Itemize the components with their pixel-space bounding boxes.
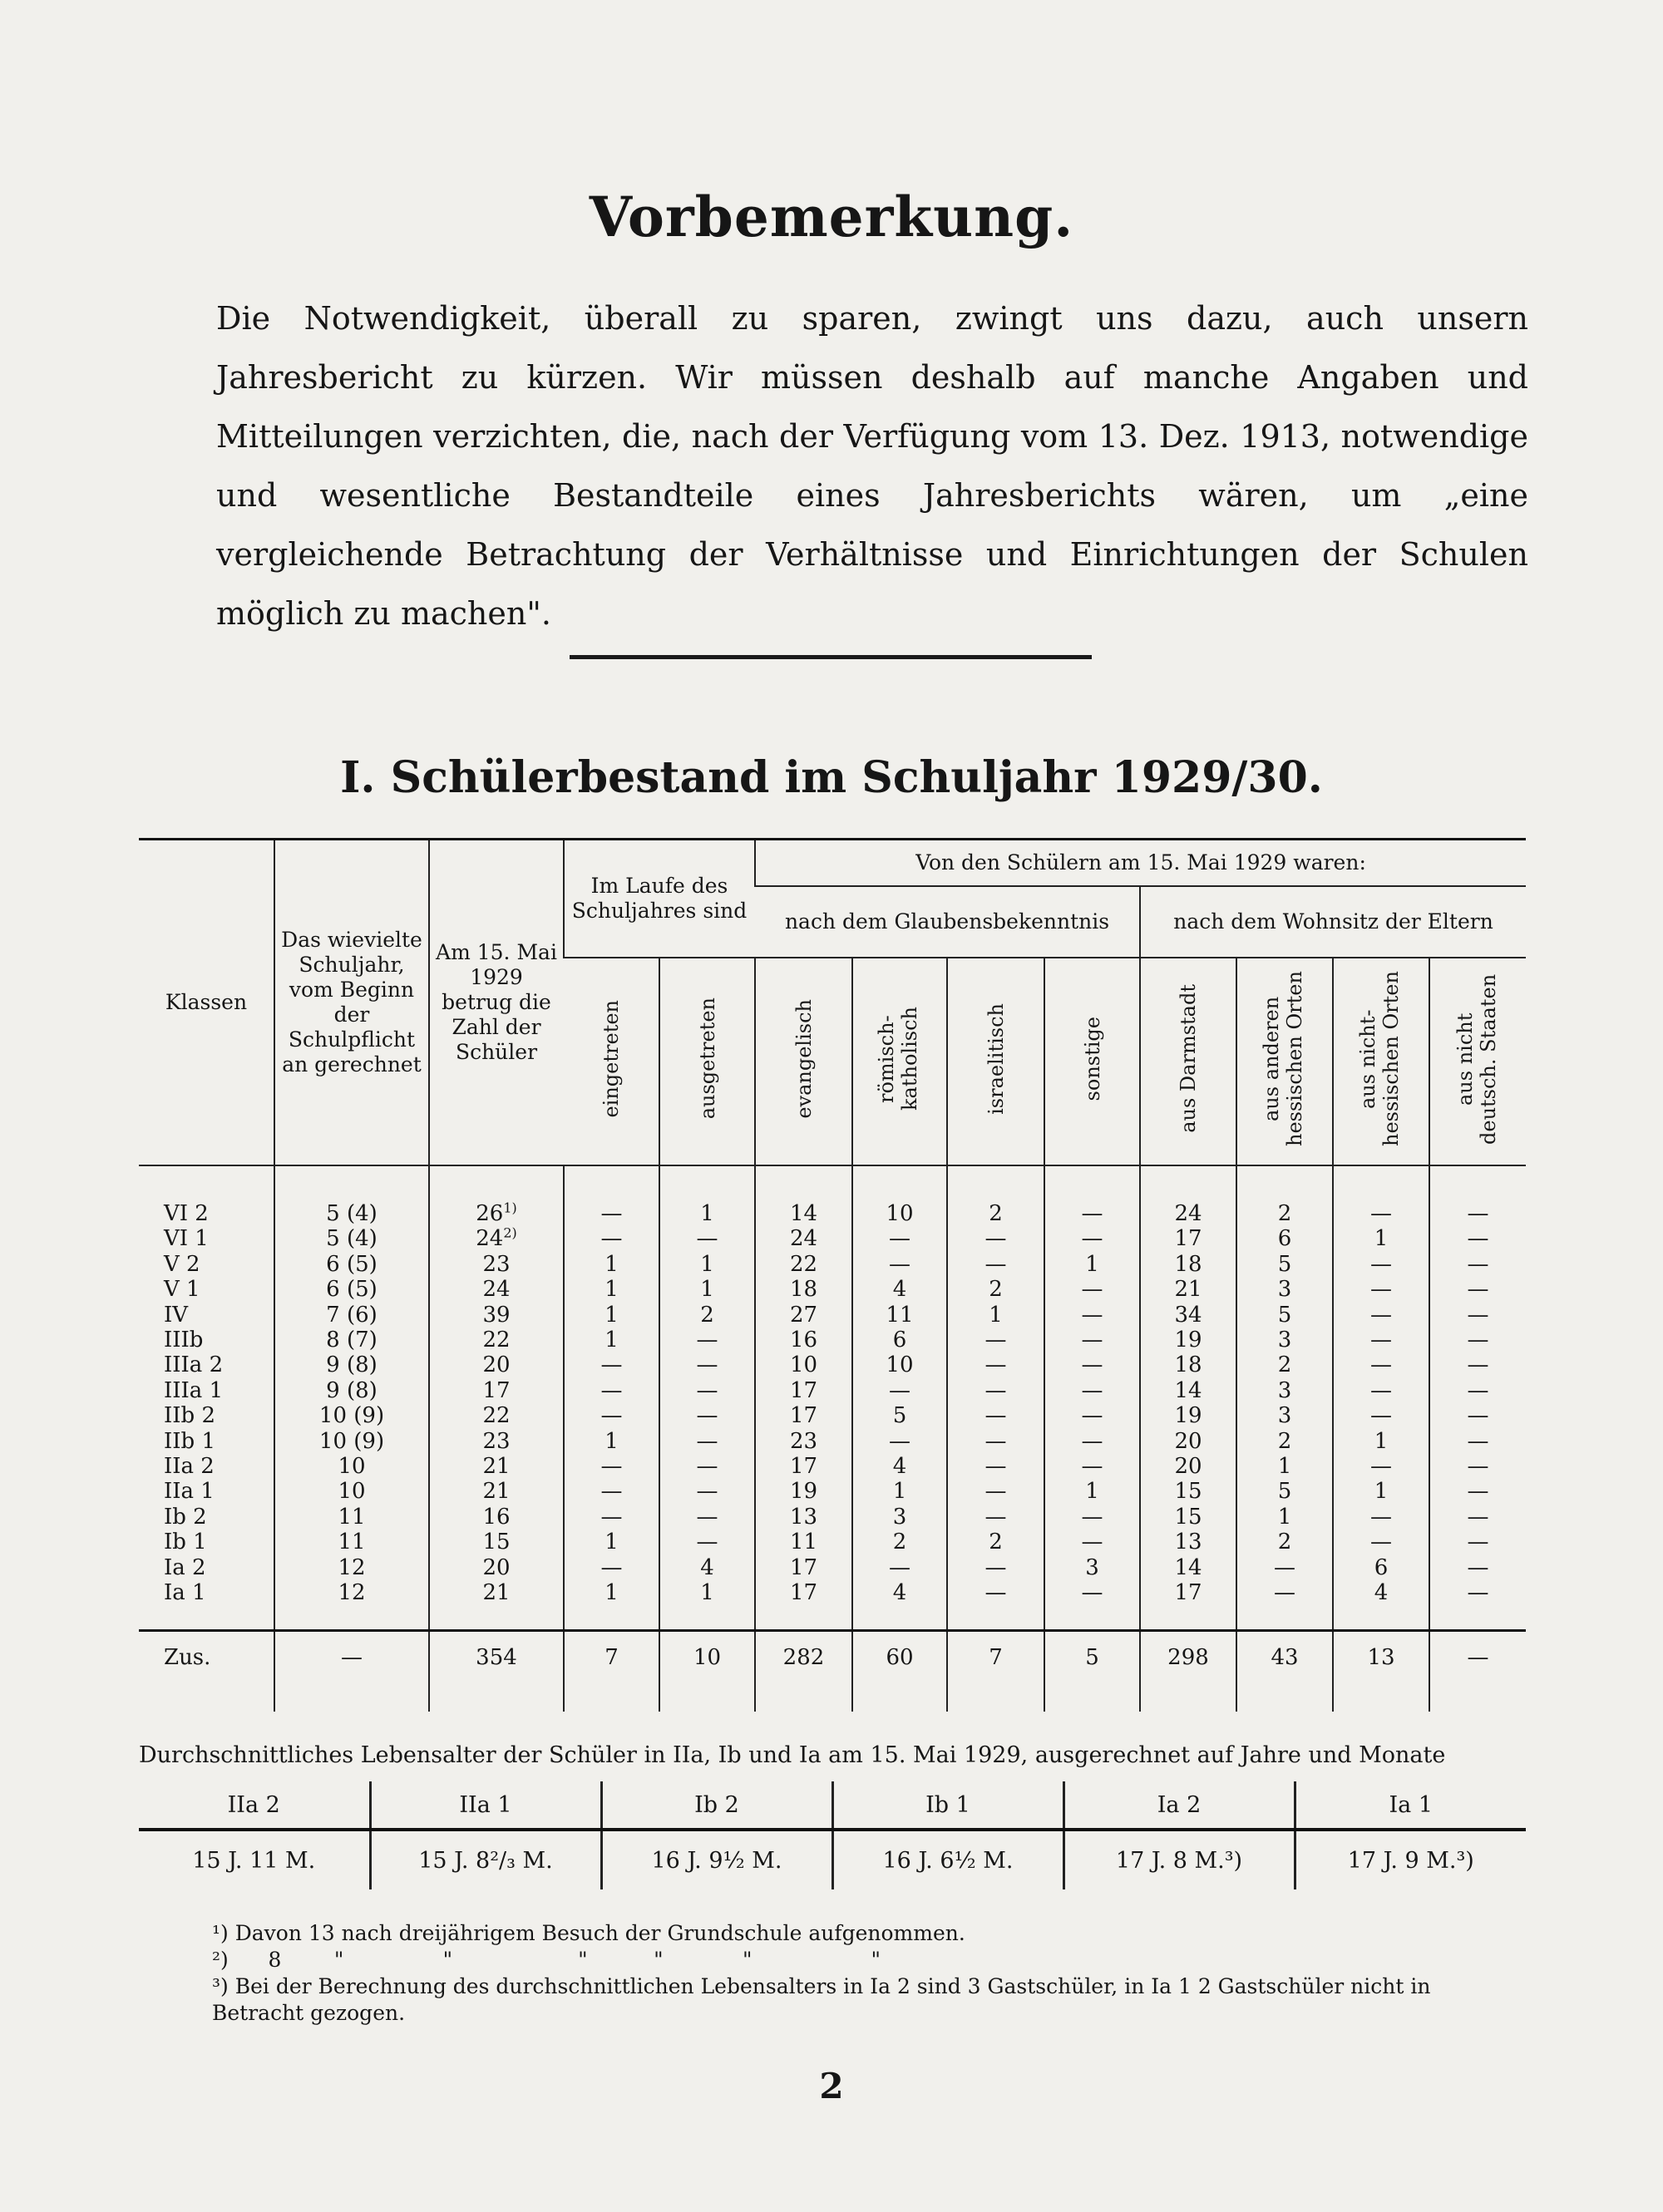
header-anderen-hessischen-text: aus anderen hessischen Orten bbox=[1260, 971, 1306, 1146]
cell-ausgetreten: — bbox=[659, 1479, 755, 1504]
sum-row bbox=[139, 1630, 1526, 1712]
cell-darmstadt: 17 bbox=[1140, 1580, 1236, 1630]
cell-katholisch: 2 bbox=[852, 1530, 947, 1554]
cell-nicht-hessischen: 1 bbox=[1333, 1479, 1429, 1504]
cell-israelitisch: 2 bbox=[947, 1165, 1044, 1226]
cell-anderen-hessischen: — bbox=[1236, 1555, 1333, 1580]
cell-sonstige: — bbox=[1044, 1352, 1140, 1377]
cell-nicht-deutsch: — bbox=[1429, 1429, 1526, 1454]
age-value-row bbox=[139, 1830, 1526, 1889]
cell-ausgetreten: 1 bbox=[659, 1580, 755, 1630]
cell-nicht-deutsch: — bbox=[1429, 1226, 1526, 1251]
cell-klasse: Ia 1 bbox=[164, 1580, 206, 1606]
cell-nicht-hessischen: — bbox=[1333, 1252, 1429, 1277]
cell-sonstige: — bbox=[1044, 1165, 1140, 1226]
table-row bbox=[139, 1555, 1526, 1580]
age-caption: Durchschnittliches Lebensalter der Schüler in IIa, Ib und Ia am 15. Mai 1929, ausgerechnet auf Jahre und Monate bbox=[139, 1742, 1446, 1768]
cell-israelitisch: — bbox=[947, 1252, 1044, 1277]
table-row bbox=[139, 1530, 1526, 1554]
cell-schuljahr: 10 (9) bbox=[274, 1403, 429, 1428]
header-nicht-deutsch-text: aus nicht deutsch. Staaten bbox=[1453, 973, 1500, 1145]
cell-sonstige: — bbox=[1044, 1429, 1140, 1454]
cell-anderen-hessischen: 5 bbox=[1236, 1479, 1333, 1504]
age-value: 16 J. 9½ M. bbox=[601, 1830, 832, 1889]
cell-katholisch: — bbox=[852, 1555, 947, 1580]
cell-nicht-hessischen: — bbox=[1333, 1165, 1429, 1226]
cell-katholisch: 4 bbox=[852, 1580, 947, 1630]
sum-evangelisch: 282 bbox=[755, 1630, 852, 1712]
cell-nicht-hessischen: 6 bbox=[1333, 1555, 1429, 1580]
cell-katholisch: 10 bbox=[852, 1165, 947, 1226]
cell-schuljahr: 5 (4) bbox=[274, 1226, 429, 1251]
cell-sonstige: 1 bbox=[1044, 1479, 1140, 1504]
cell-ausgetreten: 2 bbox=[659, 1303, 755, 1328]
cell-zahl: 21 bbox=[429, 1580, 564, 1630]
cell-israelitisch: — bbox=[947, 1226, 1044, 1251]
cell-eingetreten: 1 bbox=[564, 1252, 659, 1277]
header-laufe: Im Laufe des Schuljahres sind bbox=[564, 840, 755, 958]
table-row bbox=[139, 1165, 1526, 1226]
cell-evangelisch: 27 bbox=[755, 1303, 852, 1328]
cell-nicht-deutsch: — bbox=[1429, 1378, 1526, 1403]
age-header-row bbox=[139, 1781, 1526, 1830]
cell-zahl: 23 bbox=[429, 1429, 564, 1454]
header-israelitisch bbox=[947, 958, 1044, 1165]
cell-israelitisch: — bbox=[947, 1352, 1044, 1377]
cell-zahl: 20 bbox=[429, 1352, 564, 1377]
cell-katholisch: 3 bbox=[852, 1505, 947, 1530]
header-klassen: Klassen bbox=[139, 840, 274, 1166]
cell-darmstadt: 20 bbox=[1140, 1429, 1236, 1454]
age-table-wrapper bbox=[139, 1781, 1526, 1889]
cell-darmstadt: 19 bbox=[1140, 1328, 1236, 1352]
sum-anderen-hessischen: 43 bbox=[1236, 1630, 1333, 1712]
cell-schuljahr: 11 bbox=[274, 1505, 429, 1530]
cell-anderen-hessischen: — bbox=[1236, 1580, 1333, 1630]
cell-zahl: 22 bbox=[429, 1403, 564, 1428]
cell-evangelisch: 13 bbox=[755, 1505, 852, 1530]
cell-schuljahr: 9 (8) bbox=[274, 1378, 429, 1403]
cell-anderen-hessischen: 1 bbox=[1236, 1454, 1333, 1479]
cell-schuljahr: 12 bbox=[274, 1580, 429, 1630]
cell-katholisch: — bbox=[852, 1252, 947, 1277]
cell-ausgetreten: — bbox=[659, 1328, 755, 1352]
cell-anderen-hessischen: 2 bbox=[1236, 1165, 1333, 1226]
table-row bbox=[139, 1505, 1526, 1530]
cell-evangelisch: 22 bbox=[755, 1252, 852, 1277]
cell-sonstige: — bbox=[1044, 1505, 1140, 1530]
cell-schuljahr: 10 bbox=[274, 1454, 429, 1479]
sum-klasse: Zus. bbox=[139, 1630, 274, 1712]
cell-darmstadt: 34 bbox=[1140, 1303, 1236, 1328]
header-darmstadt bbox=[1140, 958, 1236, 1165]
footnotes bbox=[212, 1920, 1526, 2027]
table-row bbox=[139, 1580, 1526, 1630]
cell-zahl: 24$^{2)}$ bbox=[429, 1226, 564, 1251]
sum-ausgetreten: 10 bbox=[659, 1630, 755, 1712]
age-value: 15 J. 8²/₃ M. bbox=[370, 1830, 601, 1889]
cell-eingetreten: 1 bbox=[564, 1303, 659, 1328]
cell-klasse: V 1 bbox=[164, 1277, 200, 1303]
cell-schuljahr: 9 (8) bbox=[274, 1352, 429, 1377]
age-header: Ib 1 bbox=[832, 1781, 1063, 1830]
page-title: Vorbemerkung. bbox=[589, 185, 1074, 249]
cell-klasse: IIb 1 bbox=[164, 1428, 215, 1454]
cell-evangelisch: 18 bbox=[755, 1277, 852, 1302]
cell-darmstadt: 24 bbox=[1140, 1165, 1236, 1226]
age-header: Ib 2 bbox=[601, 1781, 832, 1830]
table-row bbox=[139, 1277, 1526, 1302]
cell-sonstige: — bbox=[1044, 1277, 1140, 1302]
cell-zahl: 39 bbox=[429, 1303, 564, 1328]
table-row bbox=[139, 1226, 1526, 1251]
cell-nicht-deutsch: — bbox=[1429, 1252, 1526, 1277]
header-israelitisch-text: israelitisch bbox=[984, 1003, 1008, 1115]
student-table bbox=[139, 838, 1526, 1712]
cell-darmstadt: 20 bbox=[1140, 1454, 1236, 1479]
cell-nicht-deutsch: — bbox=[1429, 1580, 1526, 1630]
cell-klasse: IIIa 2 bbox=[164, 1352, 224, 1378]
cell-anderen-hessischen: 2 bbox=[1236, 1429, 1333, 1454]
cell-israelitisch: — bbox=[947, 1580, 1044, 1630]
intro-paragraph bbox=[216, 289, 1528, 643]
header-evangelisch-text: evangelisch bbox=[792, 998, 816, 1119]
cell-evangelisch: 17 bbox=[755, 1580, 852, 1630]
cell-evangelisch: 17 bbox=[755, 1378, 852, 1403]
cell-darmstadt: 15 bbox=[1140, 1479, 1236, 1504]
cell-ausgetreten: — bbox=[659, 1454, 755, 1479]
table-row bbox=[139, 1352, 1526, 1377]
cell-nicht-hessischen: — bbox=[1333, 1328, 1429, 1352]
header-katholisch-text: römisch-katholisch bbox=[875, 1007, 921, 1111]
cell-klasse: IIa 1 bbox=[164, 1479, 215, 1505]
cell-schuljahr: 6 (5) bbox=[274, 1252, 429, 1277]
cell-ausgetreten: — bbox=[659, 1403, 755, 1428]
cell-zahl: 23 bbox=[429, 1252, 564, 1277]
cell-sonstige: — bbox=[1044, 1378, 1140, 1403]
cell-nicht-hessischen: — bbox=[1333, 1277, 1429, 1302]
age-table bbox=[139, 1781, 1526, 1889]
cell-nicht-hessischen: 1 bbox=[1333, 1226, 1429, 1251]
cell-eingetreten: — bbox=[564, 1555, 659, 1580]
cell-eingetreten: 1 bbox=[564, 1429, 659, 1454]
cell-nicht-deutsch: — bbox=[1429, 1328, 1526, 1352]
cell-nicht-hessischen: — bbox=[1333, 1303, 1429, 1328]
cell-katholisch: 4 bbox=[852, 1454, 947, 1479]
sum-nicht-hessischen: 13 bbox=[1333, 1630, 1429, 1712]
student-table-wrapper bbox=[139, 838, 1526, 1712]
cell-anderen-hessischen: 3 bbox=[1236, 1277, 1333, 1302]
cell-zahl: 17 bbox=[429, 1378, 564, 1403]
cell-darmstadt: 18 bbox=[1140, 1352, 1236, 1377]
cell-anderen-hessischen: 1 bbox=[1236, 1505, 1333, 1530]
cell-darmstadt: 15 bbox=[1140, 1505, 1236, 1530]
cell-nicht-deutsch: — bbox=[1429, 1479, 1526, 1504]
cell-katholisch: 10 bbox=[852, 1352, 947, 1377]
header-evangelisch bbox=[755, 958, 852, 1165]
cell-eingetreten: — bbox=[564, 1378, 659, 1403]
cell-nicht-deutsch: — bbox=[1429, 1277, 1526, 1302]
header-ausgetreten-text: ausgetreten bbox=[695, 998, 719, 1120]
header-sonstige bbox=[1044, 958, 1140, 1165]
cell-eingetreten: 1 bbox=[564, 1328, 659, 1352]
cell-ausgetreten: — bbox=[659, 1352, 755, 1377]
cell-sonstige: — bbox=[1044, 1226, 1140, 1251]
cell-eingetreten: — bbox=[564, 1454, 659, 1479]
cell-anderen-hessischen: 5 bbox=[1236, 1252, 1333, 1277]
sum-zahl: 354 bbox=[429, 1630, 564, 1712]
cell-schuljahr: 11 bbox=[274, 1530, 429, 1554]
table-row bbox=[139, 1429, 1526, 1454]
cell-ausgetreten: — bbox=[659, 1530, 755, 1554]
cell-nicht-hessischen: 4 bbox=[1333, 1580, 1429, 1630]
cell-ausgetreten: 1 bbox=[659, 1252, 755, 1277]
separator-rule bbox=[570, 655, 1092, 659]
footnote-marker: 1) bbox=[503, 1200, 517, 1216]
cell-sonstige: 3 bbox=[1044, 1555, 1140, 1580]
cell-schuljahr: 5 (4) bbox=[274, 1165, 429, 1226]
cell-katholisch: 5 bbox=[852, 1403, 947, 1428]
cell-katholisch: — bbox=[852, 1226, 947, 1251]
cell-israelitisch: 2 bbox=[947, 1530, 1044, 1554]
cell-israelitisch: — bbox=[947, 1454, 1044, 1479]
cell-anderen-hessischen: 2 bbox=[1236, 1530, 1333, 1554]
header-eingetreten bbox=[564, 958, 659, 1165]
cell-ausgetreten: 1 bbox=[659, 1165, 755, 1226]
cell-anderen-hessischen: 3 bbox=[1236, 1403, 1333, 1428]
header-glaubens: nach dem Glaubensbekenntnis bbox=[755, 886, 1140, 958]
cell-zahl: 15 bbox=[429, 1530, 564, 1554]
sum-eingetreten: 7 bbox=[564, 1630, 659, 1712]
cell-katholisch: 11 bbox=[852, 1303, 947, 1328]
header-nicht-deutsch bbox=[1429, 958, 1526, 1165]
cell-schuljahr: 7 (6) bbox=[274, 1303, 429, 1328]
cell-klasse: VI 1 bbox=[164, 1226, 209, 1252]
header-darmstadt-text: aus Darmstadt bbox=[1177, 984, 1200, 1133]
cell-evangelisch: 14 bbox=[755, 1165, 852, 1226]
cell-schuljahr: 10 bbox=[274, 1479, 429, 1504]
cell-sonstige: — bbox=[1044, 1303, 1140, 1328]
cell-ausgetreten: 4 bbox=[659, 1555, 755, 1580]
cell-klasse: V 2 bbox=[164, 1251, 200, 1277]
cell-eingetreten: — bbox=[564, 1403, 659, 1428]
page-number: 2 bbox=[819, 2066, 844, 2106]
cell-nicht-deutsch: — bbox=[1429, 1555, 1526, 1580]
intro-text: Die Notwendigkeit, überall zu sparen, zwingt uns dazu, auch unsern Jahresbericht zu kürzen. Wir müssen deshalb auf manche Angaben und Mitteilungen verzichten, die, nach der Verfügung vom 13. Dez. 1913, notwendige und wesentliche Bestandteile eines Jahresberichts wären, um „eine vergleichende Betrachtung der Verhältnisse und Einrichtungen der Schulen möglich zu machen". bbox=[216, 300, 1528, 632]
cell-sonstige: — bbox=[1044, 1530, 1140, 1554]
age-value: 17 J. 9 M.³) bbox=[1295, 1830, 1526, 1889]
header-nicht-hessischen-text: aus nicht-hessischen Orten bbox=[1356, 971, 1403, 1146]
cell-ausgetreten: — bbox=[659, 1429, 755, 1454]
cell-evangelisch: 17 bbox=[755, 1555, 852, 1580]
cell-evangelisch: 24 bbox=[755, 1226, 852, 1251]
cell-eingetreten: — bbox=[564, 1226, 659, 1251]
cell-klasse: Ib 2 bbox=[164, 1504, 207, 1530]
cell-nicht-hessischen: — bbox=[1333, 1530, 1429, 1554]
cell-darmstadt: 14 bbox=[1140, 1378, 1236, 1403]
cell-eingetreten: 1 bbox=[564, 1530, 659, 1554]
age-header: IIa 2 bbox=[139, 1781, 370, 1830]
header-zahl: Am 15. Mai 1929 betrug die Zahl der Schüler bbox=[429, 840, 564, 1166]
cell-israelitisch: — bbox=[947, 1555, 1044, 1580]
cell-sonstige: 1 bbox=[1044, 1252, 1140, 1277]
age-value: 15 J. 11 M. bbox=[192, 1847, 316, 1874]
cell-klasse: IV bbox=[164, 1302, 189, 1328]
sum-sonstige: 5 bbox=[1044, 1630, 1140, 1712]
header-schuljahr: Das wievielte Schuljahr, vom Beginn der Schulpflicht an gerechnet bbox=[274, 840, 429, 1166]
table-row bbox=[139, 1252, 1526, 1277]
cell-ausgetreten: — bbox=[659, 1226, 755, 1251]
cell-nicht-hessischen: 1 bbox=[1333, 1429, 1429, 1454]
cell-evangelisch: 17 bbox=[755, 1454, 852, 1479]
age-header: Ia 2 bbox=[1063, 1781, 1295, 1830]
header-katholisch bbox=[852, 958, 947, 1165]
table-row bbox=[139, 1303, 1526, 1328]
header-von-den: Von den Schülern am 15. Mai 1929 waren: bbox=[755, 840, 1526, 887]
cell-israelitisch: — bbox=[947, 1479, 1044, 1504]
cell-israelitisch: — bbox=[947, 1403, 1044, 1428]
cell-darmstadt: 17 bbox=[1140, 1226, 1236, 1251]
table-row bbox=[139, 1479, 1526, 1504]
cell-israelitisch: — bbox=[947, 1429, 1044, 1454]
cell-evangelisch: 10 bbox=[755, 1352, 852, 1377]
cell-nicht-deutsch: — bbox=[1429, 1530, 1526, 1554]
cell-evangelisch: 23 bbox=[755, 1429, 852, 1454]
cell-schuljahr: 12 bbox=[274, 1555, 429, 1580]
cell-zahl: 22 bbox=[429, 1328, 564, 1352]
cell-darmstadt: 21 bbox=[1140, 1277, 1236, 1302]
cell-eingetreten: — bbox=[564, 1505, 659, 1530]
cell-nicht-hessischen: — bbox=[1333, 1505, 1429, 1530]
cell-anderen-hessischen: 6 bbox=[1236, 1226, 1333, 1251]
cell-zahl: 24 bbox=[429, 1277, 564, 1302]
cell-darmstadt: 13 bbox=[1140, 1530, 1236, 1554]
footnote-3: ³) Bei der Berechnung des durchschnittlichen Lebensalters in Ia 2 sind 3 Gastschüler, in Ia 1 2 Gastschüler nicht in Betracht gezogen. bbox=[212, 1974, 1431, 2025]
cell-klasse: VI 2 bbox=[164, 1201, 209, 1226]
header-ausgetreten bbox=[659, 958, 755, 1165]
cell-nicht-hessischen: — bbox=[1333, 1352, 1429, 1377]
cell-anderen-hessischen: 3 bbox=[1236, 1328, 1333, 1352]
cell-klasse: Ib 1 bbox=[164, 1530, 207, 1555]
cell-klasse: Ia 2 bbox=[164, 1554, 206, 1580]
cell-zahl: 20 bbox=[429, 1555, 564, 1580]
cell-zahl: 21 bbox=[429, 1479, 564, 1504]
table-row bbox=[139, 1454, 1526, 1479]
cell-sonstige: — bbox=[1044, 1454, 1140, 1479]
cell-katholisch: 6 bbox=[852, 1328, 947, 1352]
cell-sonstige: — bbox=[1044, 1580, 1140, 1630]
table-row bbox=[139, 1378, 1526, 1403]
table-body bbox=[139, 1165, 1526, 1630]
cell-nicht-deutsch: — bbox=[1429, 1165, 1526, 1226]
cell-sonstige: — bbox=[1044, 1328, 1140, 1352]
cell-ausgetreten: — bbox=[659, 1378, 755, 1403]
cell-klasse: IIIa 1 bbox=[164, 1377, 224, 1403]
header-eingetreten-text: eingetreten bbox=[600, 999, 623, 1118]
cell-anderen-hessischen: 3 bbox=[1236, 1378, 1333, 1403]
cell-evangelisch: 17 bbox=[755, 1403, 852, 1428]
table-row bbox=[139, 1403, 1526, 1428]
cell-israelitisch: — bbox=[947, 1328, 1044, 1352]
sum-katholisch: 60 bbox=[852, 1630, 947, 1712]
cell-sonstige: — bbox=[1044, 1403, 1140, 1428]
cell-zahl: 16 bbox=[429, 1505, 564, 1530]
cell-eingetreten: — bbox=[564, 1479, 659, 1504]
header-nicht-hessischen bbox=[1333, 958, 1429, 1165]
cell-israelitisch: — bbox=[947, 1378, 1044, 1403]
age-value: 16 J. 6½ M. bbox=[832, 1830, 1063, 1889]
cell-eingetreten: 1 bbox=[564, 1277, 659, 1302]
age-header: Ia 1 bbox=[1295, 1781, 1526, 1830]
footnote-marker: 2) bbox=[503, 1224, 517, 1241]
cell-israelitisch: — bbox=[947, 1505, 1044, 1530]
sum-schuljahr: — bbox=[274, 1630, 429, 1712]
cell-katholisch: 1 bbox=[852, 1479, 947, 1504]
age-value: 17 J. 8 M.³) bbox=[1063, 1830, 1295, 1889]
cell-schuljahr: 10 (9) bbox=[274, 1429, 429, 1454]
cell-zahl: 21 bbox=[429, 1454, 564, 1479]
cell-anderen-hessischen: 2 bbox=[1236, 1352, 1333, 1377]
cell-katholisch: — bbox=[852, 1378, 947, 1403]
cell-nicht-hessischen: — bbox=[1333, 1403, 1429, 1428]
cell-darmstadt: 19 bbox=[1140, 1403, 1236, 1428]
cell-nicht-deutsch: — bbox=[1429, 1403, 1526, 1428]
cell-katholisch: 4 bbox=[852, 1277, 947, 1302]
cell-anderen-hessischen: 5 bbox=[1236, 1303, 1333, 1328]
cell-ausgetreten: — bbox=[659, 1505, 755, 1530]
cell-schuljahr: 8 (7) bbox=[274, 1328, 429, 1352]
cell-israelitisch: 1 bbox=[947, 1303, 1044, 1328]
cell-nicht-hessischen: — bbox=[1333, 1454, 1429, 1479]
cell-nicht-deutsch: — bbox=[1429, 1454, 1526, 1479]
cell-israelitisch: 2 bbox=[947, 1277, 1044, 1302]
age-header: IIa 1 bbox=[370, 1781, 601, 1830]
sum-darmstadt: 298 bbox=[1140, 1630, 1236, 1712]
footnote-2: ²) 8 " " " " " " bbox=[212, 1948, 881, 1972]
cell-nicht-hessischen: — bbox=[1333, 1378, 1429, 1403]
cell-evangelisch: 19 bbox=[755, 1479, 852, 1504]
cell-katholisch: — bbox=[852, 1429, 947, 1454]
cell-klasse: IIb 2 bbox=[164, 1403, 215, 1429]
cell-eingetreten: — bbox=[564, 1352, 659, 1377]
table-row bbox=[139, 1328, 1526, 1352]
cell-klasse: IIIb bbox=[164, 1328, 204, 1353]
header-wohnsitz: nach dem Wohnsitz der Eltern bbox=[1140, 886, 1526, 958]
section-title: I. Schülerbestand im Schuljahr 1929/30. bbox=[340, 752, 1323, 803]
sum-israelitisch: 7 bbox=[947, 1630, 1044, 1712]
footnote-1: ¹) Davon 13 nach dreijährigem Besuch der Grundschule aufgenommen. bbox=[212, 1921, 965, 1945]
cell-nicht-deutsch: — bbox=[1429, 1505, 1526, 1530]
cell-nicht-deutsch: — bbox=[1429, 1303, 1526, 1328]
cell-evangelisch: 16 bbox=[755, 1328, 852, 1352]
cell-ausgetreten: 1 bbox=[659, 1277, 755, 1302]
cell-nicht-deutsch: — bbox=[1429, 1352, 1526, 1377]
cell-darmstadt: 18 bbox=[1140, 1252, 1236, 1277]
cell-darmstadt: 14 bbox=[1140, 1555, 1236, 1580]
header-sonstige-text: sonstige bbox=[1080, 1016, 1104, 1101]
cell-zahl: 26$^{1)}$ bbox=[429, 1165, 564, 1226]
cell-evangelisch: 11 bbox=[755, 1530, 852, 1554]
cell-eingetreten: — bbox=[564, 1165, 659, 1226]
cell-eingetreten: 1 bbox=[564, 1580, 659, 1630]
sum-nicht-deutsch: — bbox=[1429, 1630, 1526, 1712]
cell-schuljahr: 6 (5) bbox=[274, 1277, 429, 1302]
header-anderen-hessischen bbox=[1236, 958, 1333, 1165]
cell-klasse: IIa 2 bbox=[164, 1454, 215, 1480]
